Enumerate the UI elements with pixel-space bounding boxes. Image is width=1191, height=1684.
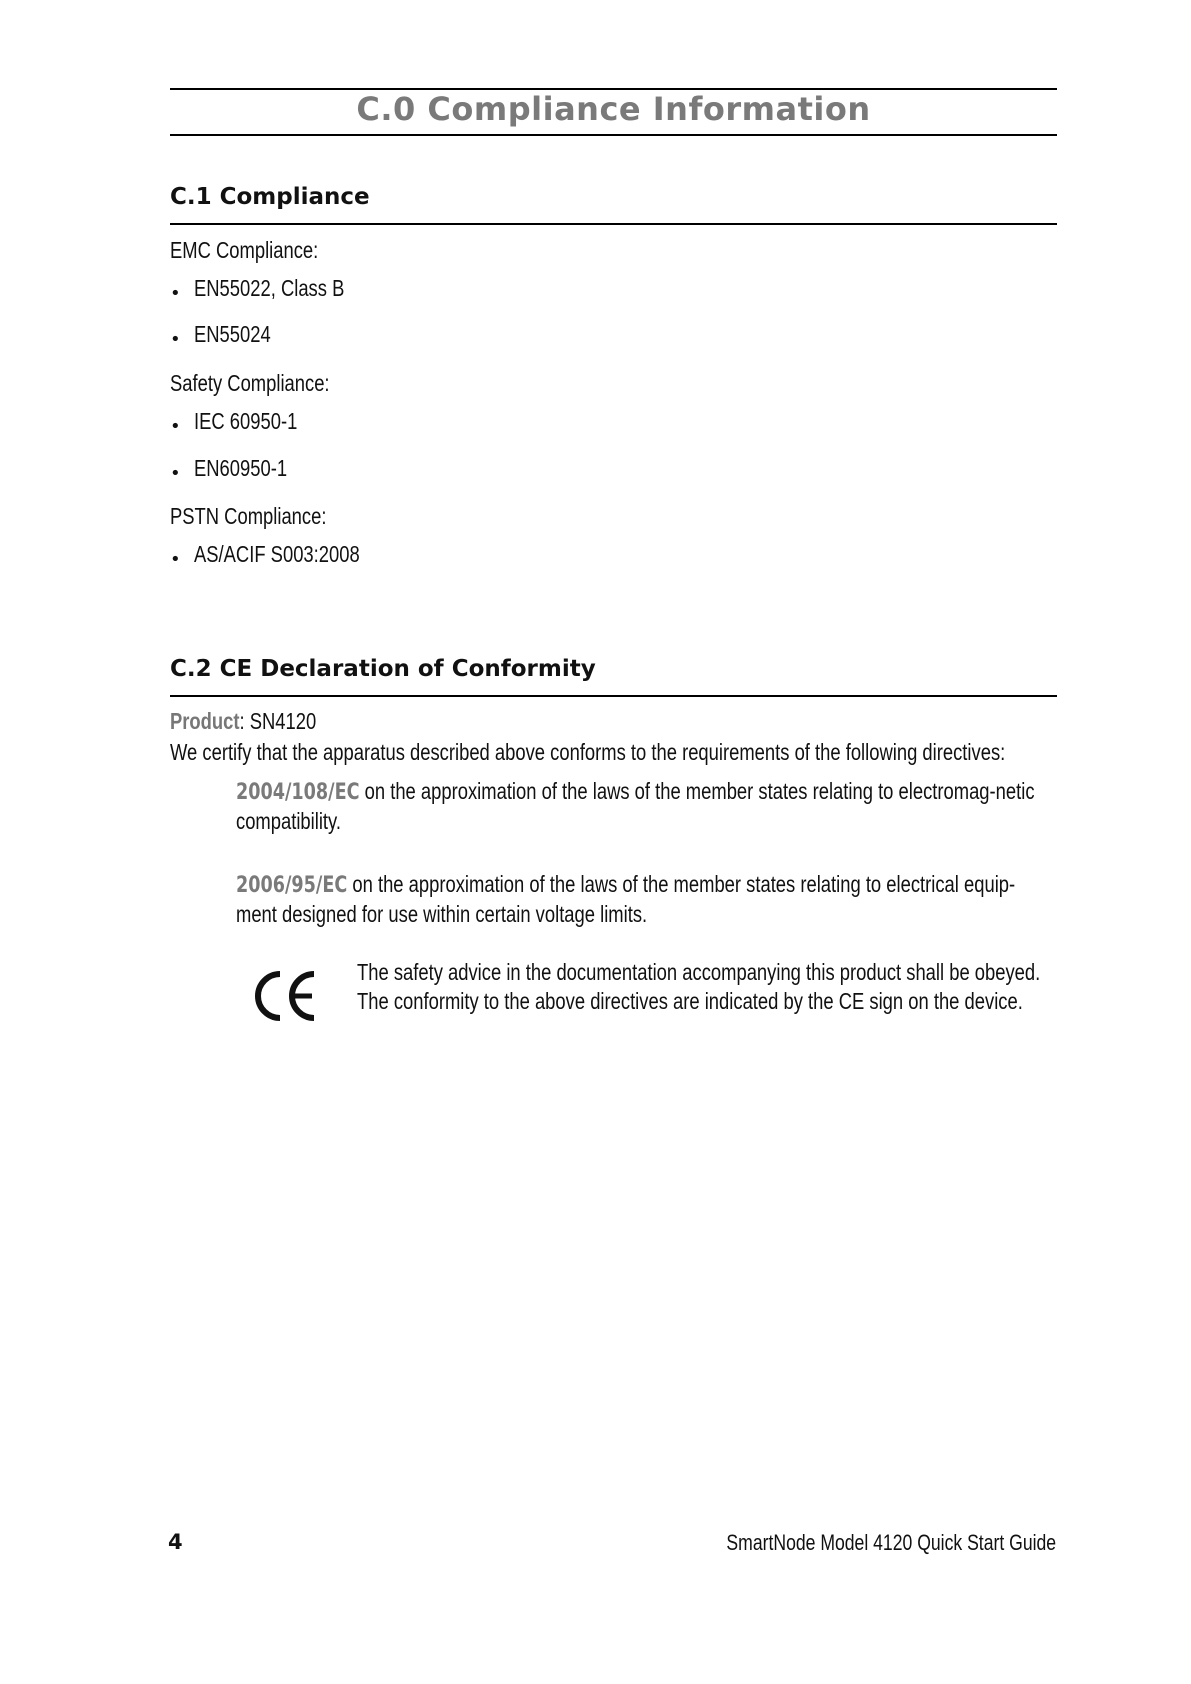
product-label: Product: [170, 708, 240, 734]
directive-code: 2004/108/EC: [236, 780, 360, 805]
bullet-icon: •: [170, 283, 181, 304]
list-item-text: IEC 60950-1: [194, 408, 298, 434]
list-item-text: AS/ACIF S003:2008: [194, 541, 360, 567]
ce-logo-text: CE: [250, 968, 252, 969]
directive-text: on the approximation of the laws of the member states relating to electromag-netic compatibility.: [236, 778, 1035, 834]
certify-text: We certify that the apparatus described above conforms to the requirements of the following directives:: [170, 739, 1006, 765]
bullet-icon: •: [170, 329, 181, 350]
bullet-icon: •: [170, 463, 181, 484]
list-item-text: EN55022, Class B: [194, 275, 345, 301]
section-c2-rule: [170, 695, 1057, 697]
list-item-text: EN60950-1: [194, 455, 288, 481]
directive-lvd: [236, 870, 1056, 928]
chapter-title: C.0 Compliance Information: [356, 90, 871, 128]
safety-label: Safety Compliance:: [170, 370, 330, 396]
pstn-label: PSTN Compliance:: [170, 503, 327, 529]
section-c1-rule: [170, 223, 1057, 225]
list-item-text: EN55024: [194, 321, 271, 347]
page-number: 4: [168, 1530, 183, 1554]
header-bottom-rule: [170, 134, 1057, 136]
product-value: : SN4120: [239, 708, 317, 734]
section-c1-title: C.1 Compliance: [170, 184, 370, 210]
bullet-icon: •: [170, 549, 181, 570]
ce-note: [357, 958, 1057, 1016]
product-line: [170, 708, 316, 735]
emc-label: EMC Compliance:: [170, 237, 319, 263]
directive-text: on the approximation of the laws of the member states relating to electrical equip-ment designed for use within certain voltage limits.: [236, 871, 1016, 927]
ce-mark-icon: [250, 968, 320, 1024]
guide-title-text: SmartNode Model 4120 Quick Start Guide: [726, 1530, 1056, 1555]
guide-title: [644, 1530, 1056, 1556]
section-c2-title: C.2 CE Declaration of Conformity: [170, 656, 596, 682]
directive-emc: [236, 777, 1056, 835]
ce-note-text: The safety advice in the documentation accompanying this product shall be obeyed. The conformity to the above directives are indicated by the CE sign on the device.: [357, 959, 1041, 1014]
directive-code: 2006/95/EC: [236, 873, 348, 898]
bullet-icon: •: [170, 416, 181, 437]
